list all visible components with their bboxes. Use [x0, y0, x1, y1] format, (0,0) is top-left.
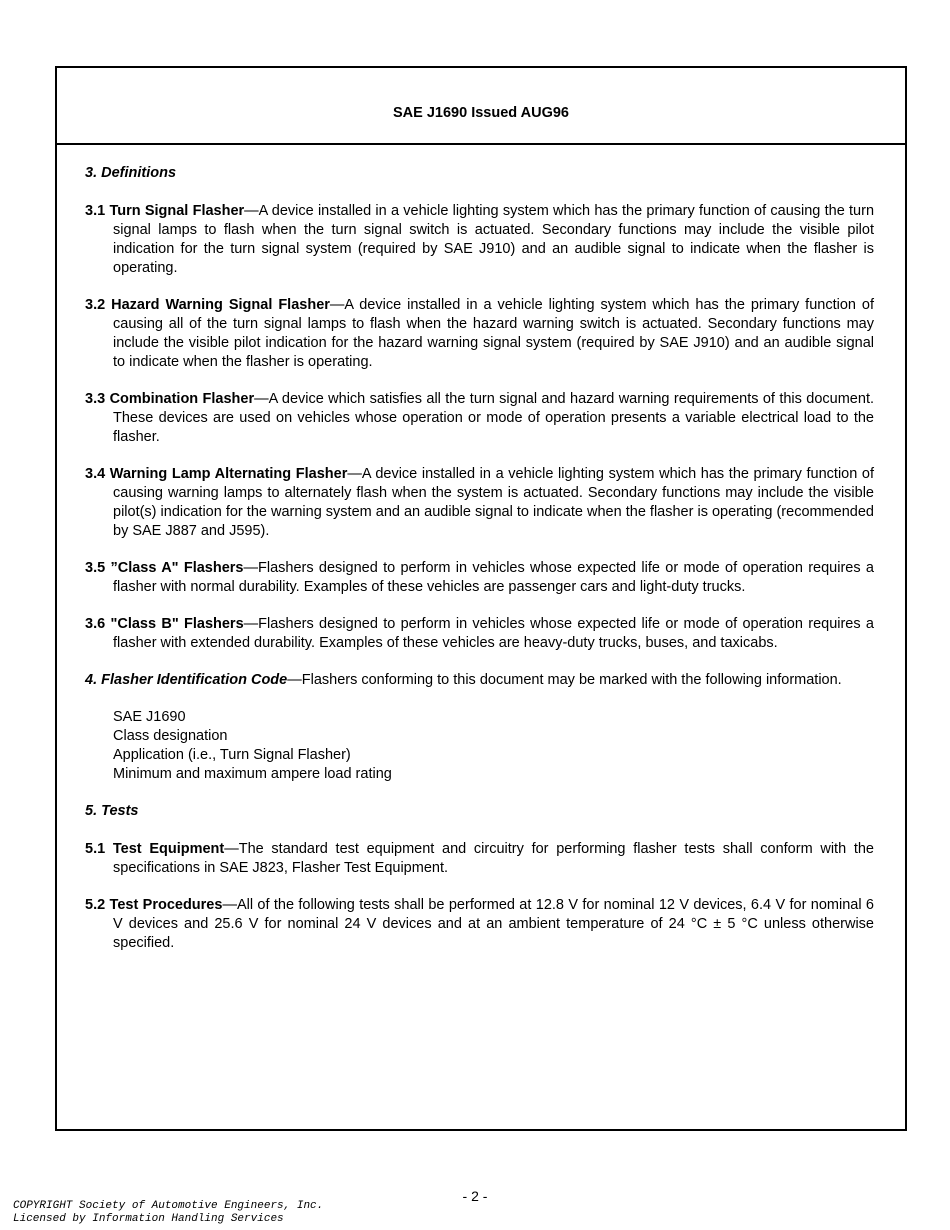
item-term: "Class B" Flashers [110, 616, 244, 632]
item-text: —Flashers designed to perform in vehicles whose expected life or mode of operation requires a flasher with extended durability. Examples of these vehicles are heavy-duty trucks, buses, and taxicabs. [113, 616, 874, 651]
section-tests-title: 5. Tests [85, 803, 139, 819]
test-5-1 [85, 840, 874, 878]
identification-list [113, 708, 874, 784]
item-term: Flasher Identification Code [101, 672, 288, 688]
definition-3-5 [85, 559, 874, 597]
list-item: Minimum and maximum ampere load rating [113, 766, 392, 782]
test-5-2 [85, 896, 874, 953]
item-term: Combination Flasher [109, 391, 255, 407]
item-number: 3.5 [85, 560, 106, 576]
section-identification [85, 671, 874, 690]
section-definitions-title: 3. Definitions [85, 165, 177, 181]
license-line: Licensed by Information Handling Services [13, 1213, 284, 1225]
item-text: —A device installed in a vehicle lighting system which has the primary function of causing warning lamps to alternately flash when the system is actuated. Secondary functions may include the visible pilot(s) indication for the warning system and an audible signal to indicate when the flasher is operating (recommended by SAE J887 and J595). [113, 466, 875, 539]
item-term: Test Procedures [109, 897, 223, 913]
definition-3-2 [85, 296, 874, 372]
item-text: —A device installed in a vehicle lighting system which has the primary function of causing the turn signal lamps to flash when the turn signal switch is actuated. Secondary functions may include the visible pilot indication for the turn signal system (required by SAE J910) and an audible signal to indicate when the flasher is operating. [113, 203, 875, 276]
definition-3-6 [85, 615, 874, 653]
item-text: —Flashers conforming to this document may be marked with the following information. [287, 672, 842, 688]
item-number: 3.2 [85, 297, 106, 313]
list-item: Class designation [113, 728, 228, 744]
item-term: ”Class A" Flashers [110, 560, 244, 576]
item-number: 5.2 [85, 897, 106, 913]
item-term: Turn Signal Flasher [109, 203, 245, 219]
definition-3-4 [85, 465, 874, 541]
page-frame [55, 66, 907, 1131]
item-number: 3.4 [85, 466, 106, 482]
item-number: 4. [85, 672, 98, 688]
document-title: SAE J1690 Issued AUG96 [393, 105, 569, 121]
item-number: 3.6 [85, 616, 106, 632]
definition-3-1 [85, 202, 874, 278]
copyright-line: COPYRIGHT Society of Automotive Engineers, Inc. [13, 1200, 324, 1212]
copyright-footer [13, 1200, 323, 1226]
item-text: —The standard test equipment and circuitry for performing flasher tests shall conform with the specifications in SAE J823, Flasher Test Equipment. [113, 841, 874, 876]
item-text: —All of the following tests shall be performed at 12.8 V for nominal 12 V devices, 6.4 V for nominal 6 V devices and 25.6 V for nominal 24 V devices and at an ambient temperature of 24 °C ± 5 °C unless otherwise specified. [113, 897, 874, 951]
definition-3-3 [85, 390, 874, 447]
item-number: 3.1 [85, 203, 106, 219]
item-text: —Flashers designed to perform in vehicles whose expected life or mode of operation requires a flasher with normal durability. Examples of these vehicles are passenger cars and light-duty trucks. [113, 560, 874, 595]
page-header [57, 68, 905, 145]
item-number: 5.1 [85, 841, 106, 857]
item-term: Warning Lamp Alternating Flasher [109, 466, 348, 482]
item-text: —A device which satisfies all the turn signal and hazard warning requirements of this document. These devices are used on vehicles whose operation or mode of operation presents a variable electrical load to the flasher. [113, 391, 874, 445]
list-item: SAE J1690 [113, 709, 186, 725]
document-body [85, 164, 874, 971]
list-item: Application (i.e., Turn Signal Flasher) [113, 747, 351, 763]
item-text: —A device installed in a vehicle lighting system which has the primary function of causing all of the turn signal lamps to flash when the hazard warning switch is actuated. Secondary functions may include the visible pilot indication for the hazard warning signal system (required by SAE J910) and an audible signal to indicate when the flasher is operating. [113, 297, 874, 370]
page-number: - 2 - [462, 1188, 488, 1204]
item-term: Test Equipment [112, 841, 225, 857]
item-number: 3.3 [85, 391, 106, 407]
item-term: Hazard Warning Signal Flasher [111, 297, 330, 313]
